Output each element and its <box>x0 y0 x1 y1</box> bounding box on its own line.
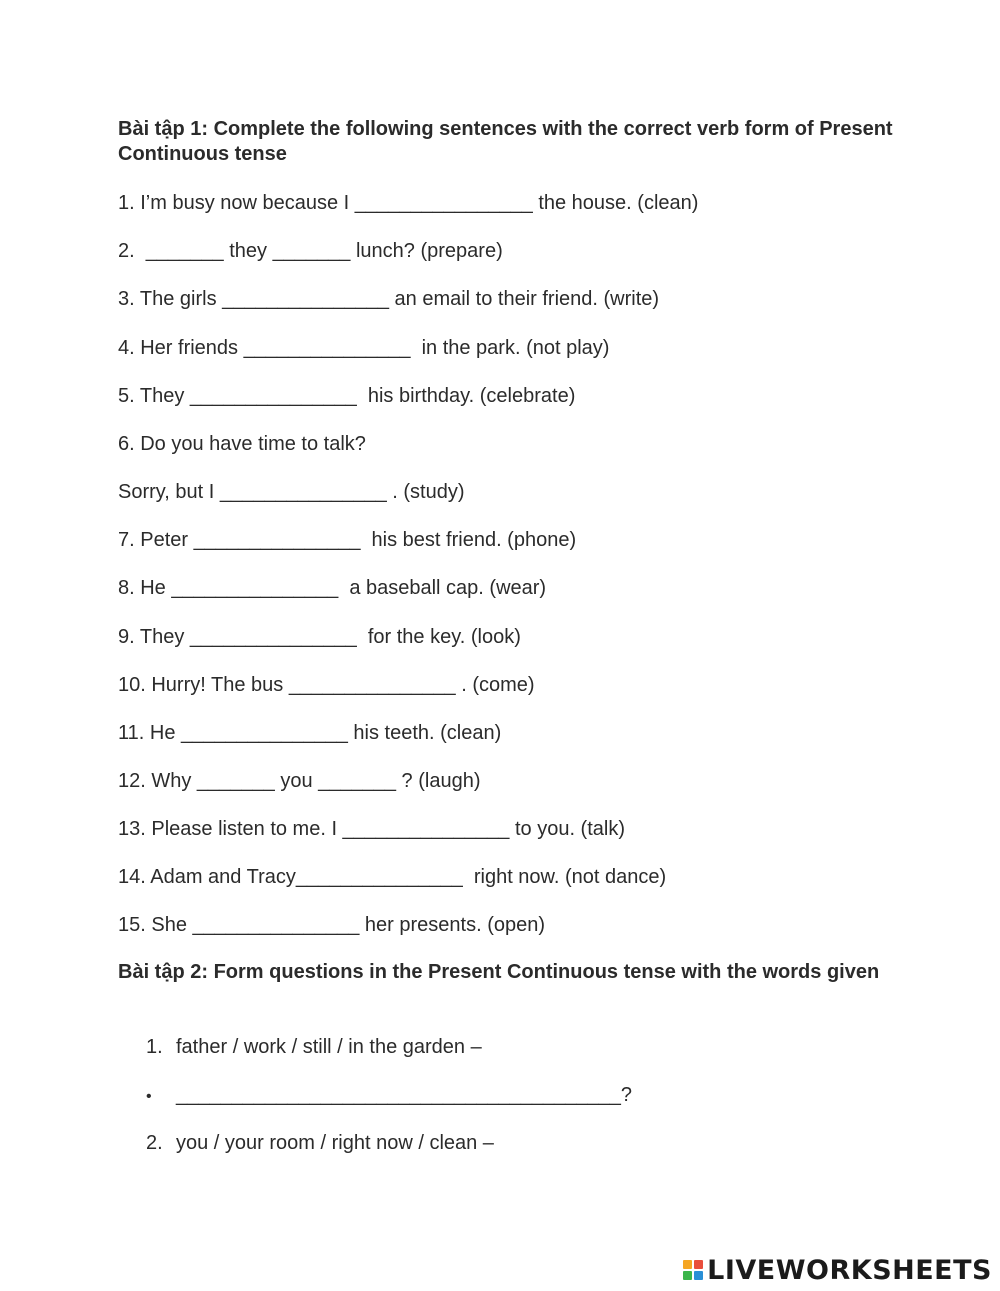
exercise-1-item: 3. The girls _______________ an email to their friend. (write) <box>118 288 660 310</box>
question-number: 1. <box>146 1036 163 1058</box>
exercise-1-item: 6. Do you have time to talk? <box>118 433 366 455</box>
exercise-1-item: 9. They _______________ for the key. (look) <box>118 626 521 648</box>
question-text: father / work / still / in the garden – <box>176 1036 482 1058</box>
exercise-1-heading: Bài tập 1: Complete the following sentences with the correct verb form of Present Continuous tense <box>118 118 893 165</box>
exercise-1-item: 8. He _______________ a baseball cap. (wear) <box>118 577 547 599</box>
exercise-1-item: 11. He _______________ his teeth. (clean) <box>118 722 502 744</box>
exercise-1-item: 12. Why _______ you _______ ? (laugh) <box>118 770 481 792</box>
exercise-1-item: 2. _______ they _______ lunch? (prepare) <box>118 240 503 262</box>
brand-name: LIVEWORKSHEETS <box>707 1254 992 1286</box>
exercise-1-item: 7. Peter _______________ his best friend. (phone) <box>118 529 577 551</box>
exercise-1-item: 13. Please listen to me. I _______________ to you. (talk) <box>118 818 626 840</box>
liveworksheets-logo <box>683 1254 992 1286</box>
exercise-1-item: 4. Her friends _______________ in the park. (not play) <box>118 337 610 359</box>
question-text: you / your room / right now / clean – <box>176 1132 494 1154</box>
exercise-1-item: 10. Hurry! The bus _______________ . (come) <box>118 674 535 696</box>
bullet-icon: • <box>146 1088 152 1105</box>
exercise-1-item: 1. I’m busy now because I ________________ the house. (clean) <box>118 192 699 214</box>
exercise-1-item: Sorry, but I _______________ . (study) <box>118 481 465 503</box>
answer-blank: ________________________________________? <box>176 1084 633 1106</box>
exercise-2-heading: Bài tập 2: Form questions in the Present Continuous tense with the words given <box>118 961 880 983</box>
logo-blocks-icon <box>683 1260 703 1280</box>
exercise-1-item: 5. They _______________ his birthday. (celebrate) <box>118 385 576 407</box>
exercise-1-item: 14. Adam and Tracy_______________ right now. (not dance) <box>118 866 667 888</box>
exercise-1-item: 15. She _______________ her presents. (open) <box>118 914 546 936</box>
question-number: 2. <box>146 1132 163 1154</box>
